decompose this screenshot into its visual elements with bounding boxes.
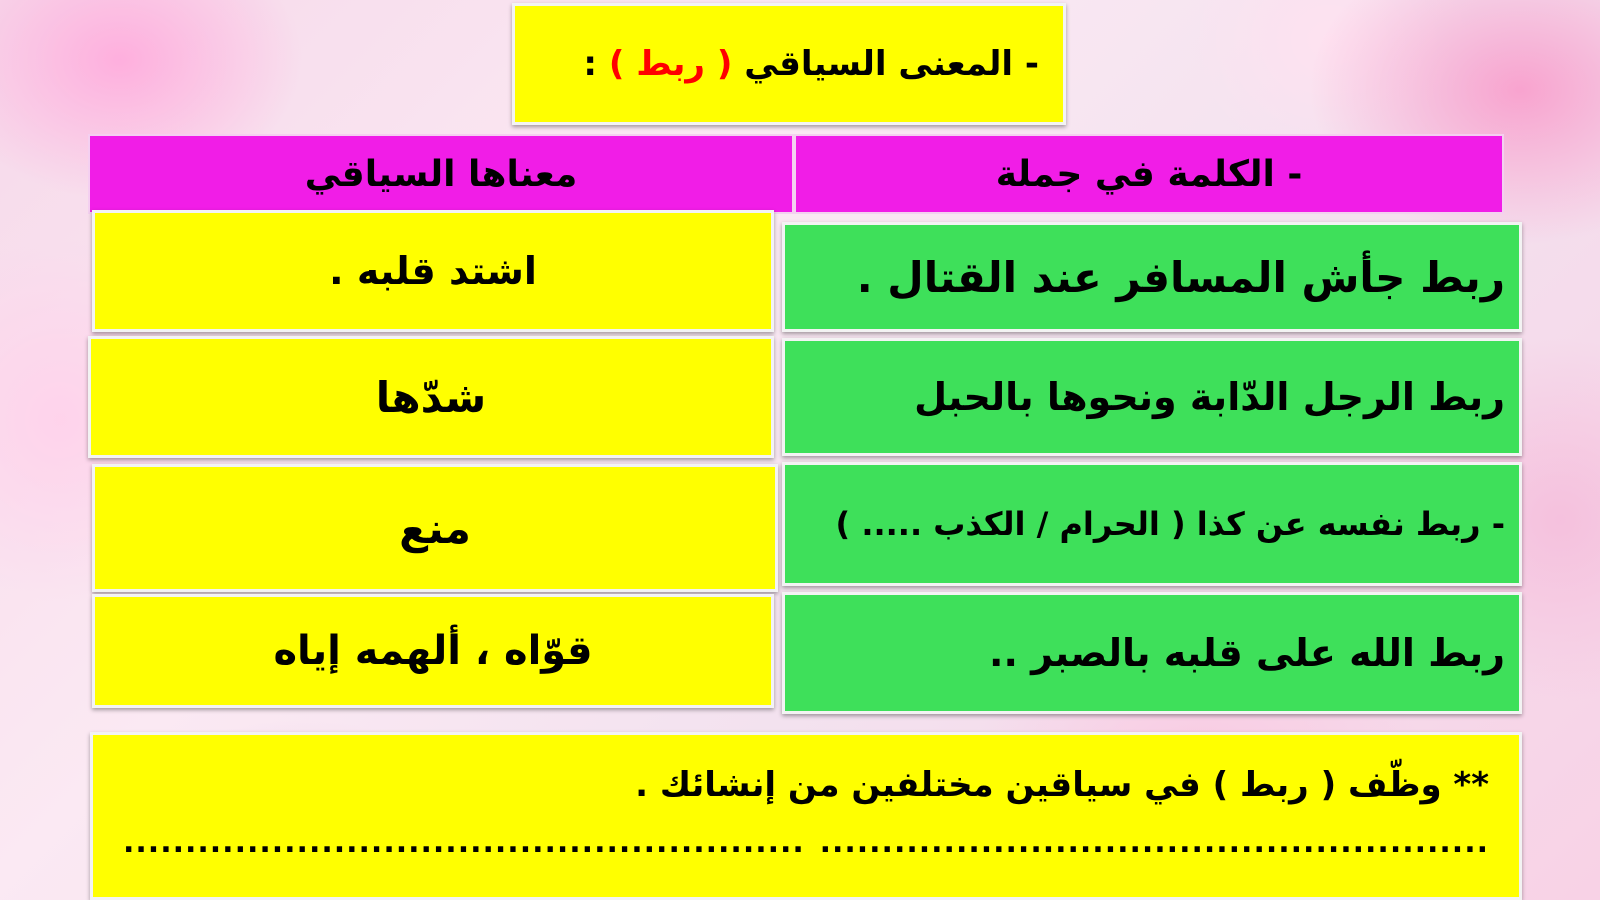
table-row-1-sentence: ربط جأش المسافر عند القتال .	[782, 222, 1522, 332]
table-row-3-meaning: منع	[92, 464, 778, 592]
header-word-in-sentence: - الكلمة في جملة	[794, 134, 1504, 214]
title-prefix: - المعنى السياقي	[744, 44, 1039, 84]
exercise-prompt: ** وظّف ( ربط ) في سياقين مختلفين من إنشائك .	[635, 765, 1489, 805]
answer-lines	[123, 825, 1489, 860]
table-row-4-meaning: قوّاه ، ألهمه إياه	[92, 594, 774, 708]
title-highlight: ( ربط )	[608, 44, 733, 84]
table-row-2-sentence: ربط الرجل الدّابة ونحوها بالحبل	[782, 338, 1522, 456]
page-title	[512, 3, 1066, 125]
exercise-box	[90, 732, 1522, 900]
header-contextual-meaning: معناها السياقي	[88, 134, 794, 214]
table-row-4-sentence: ربط الله على قلبه بالصبر ..	[782, 592, 1522, 714]
table-row-3-sentence: - ربط نفسه عن كذا ( الحرام / الكذب ..... )	[782, 462, 1522, 586]
answer-line-1[interactable]: ......................................................	[819, 825, 1489, 860]
title-suffix: :	[583, 44, 598, 84]
table-row-2-meaning: شدّها	[88, 336, 774, 458]
answer-line-2[interactable]: .......................................................	[123, 825, 805, 860]
table-row-1-meaning: اشتد قلبه .	[92, 210, 774, 332]
